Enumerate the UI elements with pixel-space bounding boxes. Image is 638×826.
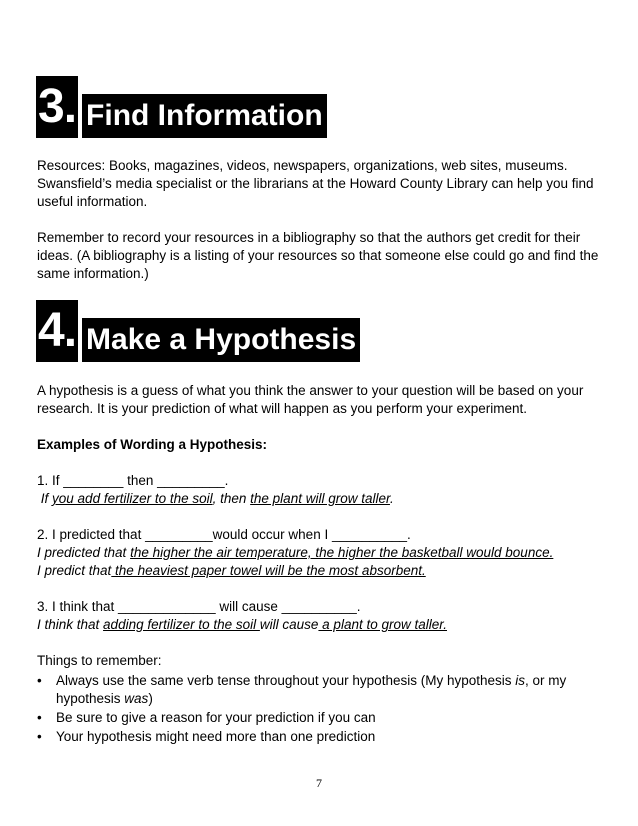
example-1-end: . — [389, 491, 394, 506]
list-item — [37, 709, 597, 727]
example-3-cause: adding fertilizer to the soil — [103, 617, 260, 632]
bullet-1-is: is — [515, 673, 525, 688]
bullet-1-was: was — [124, 691, 149, 706]
section-4-title: Make a Hypothesis — [82, 318, 360, 362]
example-1-if: If — [40, 491, 53, 506]
example-3 — [37, 598, 607, 634]
intro-line-1: A hypothesis is a guess of what you think the answer to your question will be based on your — [37, 383, 584, 398]
example-3-prefix: I think that — [37, 617, 104, 632]
remember-line-2: ideas. (A bibliography is a listing of your resources so that someone else could go and find the — [37, 248, 599, 263]
example-1-cause: you add fertilizer to the soil — [52, 491, 213, 506]
resources-paragraph — [37, 157, 607, 211]
bibliography-paragraph — [37, 229, 607, 283]
example-2-s1-prefix: I predicted that — [37, 545, 131, 560]
example-2 — [37, 526, 607, 580]
page-number: 7 — [316, 776, 322, 790]
bullet-1-part-a: Always use the same verb tense throughout your hypothesis (My hypothesis — [56, 673, 516, 688]
example-1-template: 1. If ________ then _________. — [37, 473, 229, 488]
example-1-then: , then — [212, 491, 251, 506]
example-2-sentence-2 — [37, 563, 426, 578]
list-item — [37, 728, 597, 746]
bullet-3-text: Your hypothesis might need more than one prediction — [56, 729, 376, 744]
section-4-number: 4. — [36, 300, 78, 362]
section-3-number: 3. — [36, 76, 78, 138]
section-3-title: Find Information — [82, 94, 327, 138]
example-2-s2-prefix: I predict that — [37, 563, 112, 578]
bullet-icon: • — [37, 729, 42, 744]
hypothesis-intro — [37, 382, 607, 418]
bullet-1-part-b: , or my hypothesis — [56, 673, 567, 706]
example-1-sentence — [37, 491, 394, 506]
things-heading-text: Things to remember: — [37, 653, 162, 668]
example-3-effect: a plant to grow taller. — [318, 617, 447, 632]
example-2-s2-prediction: the heaviest paper towel will be the most absorbent. — [111, 563, 426, 578]
section-4-heading — [36, 300, 360, 362]
resources-line-3: useful information. — [37, 194, 148, 209]
resources-line-1: Resources: Books, magazines, videos, newspapers, organizations, web sites, museums. — [37, 158, 568, 173]
things-to-remember-heading — [37, 652, 607, 670]
example-2-sentence-1 — [37, 545, 553, 560]
remember-line-1: Remember to record your resources in a bibliography so that the authors get credit for their — [37, 230, 581, 245]
examples-heading-text: Examples of Wording a Hypothesis: — [37, 437, 268, 452]
intro-line-2: research. It is your prediction of what will happen as you perform your experiment. — [37, 401, 527, 416]
bullet-1-part-c: ) — [148, 691, 153, 706]
bullet-icon: • — [37, 673, 42, 688]
resources-line-2: Swansfield’s media specialist or the librarians at the Howard County Library can help you find — [37, 176, 594, 191]
example-3-mid: will cause — [259, 617, 319, 632]
remember-line-3: same information.) — [37, 266, 149, 281]
section-3-heading — [36, 76, 327, 138]
remember-list — [37, 672, 597, 747]
example-2-template: 2. I predicted that _________would occur when I __________. — [37, 527, 411, 542]
example-1-effect: the plant will grow taller — [250, 491, 390, 506]
example-1 — [37, 472, 607, 508]
bullet-icon: • — [37, 710, 42, 725]
example-3-sentence — [37, 617, 447, 632]
examples-heading — [37, 436, 607, 454]
example-3-template: 3. I think that _____________ will cause __________. — [37, 599, 361, 614]
bullet-2-text: Be sure to give a reason for your prediction if you can — [56, 710, 376, 725]
example-2-s1-prediction: the higher the air temperature, the higher the basketball would bounce. — [130, 545, 554, 560]
list-item — [37, 672, 597, 708]
